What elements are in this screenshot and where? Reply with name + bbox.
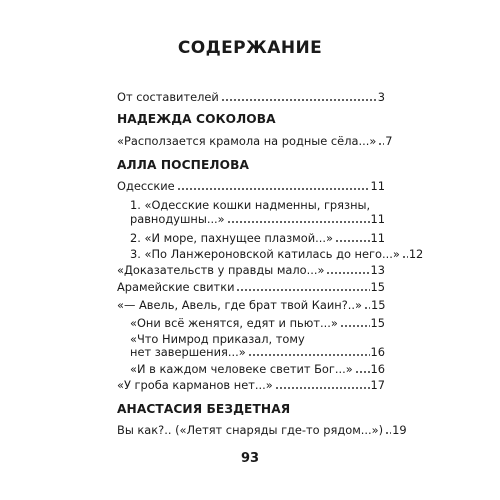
toc-entry (117, 90, 385, 104)
dot-leader (248, 353, 370, 357)
toc-page-number: 12 (408, 247, 424, 261)
toc-page-number: 11 (370, 231, 385, 245)
toc-page-number: 13 (370, 263, 385, 277)
dot-leader (177, 187, 370, 191)
page-number: 93 (240, 451, 260, 466)
toc-entry-title: Вы как?.. («Летят снаряды где-то рядом...») (117, 423, 384, 437)
toc-entry (130, 212, 385, 226)
toc-entry-title: От составителей (117, 90, 219, 104)
toc-entry (117, 423, 407, 437)
toc-entry (130, 247, 424, 261)
dot-leader (227, 220, 370, 224)
toc-entry-title: «— Авель, Авель, где брат твой Каин?..» (117, 298, 362, 312)
toc-page-number: 11 (370, 179, 385, 193)
dot-leader (355, 370, 370, 374)
dot-leader (326, 271, 369, 275)
toc-page-number: 7 (385, 134, 393, 148)
toc-page-number: 15 (370, 280, 385, 294)
toc-page-number: 3 (377, 90, 385, 104)
dot-leader (236, 288, 369, 292)
dot-leader (335, 239, 370, 243)
toc-page-number: 11 (370, 212, 385, 226)
toc-entry (130, 345, 385, 359)
toc-entry-title-line: «Что Нимрод приказал, тому (130, 332, 305, 346)
toc-page-number: 15 (370, 298, 386, 312)
toc-entry (117, 280, 385, 294)
toc-entry (117, 378, 385, 392)
toc-entry-title: нет завершения...» (130, 345, 246, 359)
toc-entry-title: «И в каждом человеке светит Бог...» (130, 362, 353, 376)
author-heading: АЛЛА ПОСПЕЛОВА (117, 158, 249, 172)
dot-leader (385, 431, 391, 435)
toc-entry (130, 316, 385, 330)
dot-leader (275, 386, 370, 390)
dot-leader (221, 98, 377, 102)
toc-page-number: 16 (370, 362, 385, 376)
dot-leader (364, 306, 370, 310)
toc-entry (117, 179, 385, 193)
toc-entry (117, 263, 385, 277)
toc-entry (117, 134, 393, 148)
toc-entry-title: равнодушны...» (130, 212, 225, 226)
dot-leader (340, 324, 370, 328)
toc-entry (130, 231, 385, 245)
toc-entry-title: «Они всё женятся, едят и пьют...» (130, 316, 338, 330)
toc-entry-title: 3. «По Ланжероновской катилась до него...» (130, 247, 400, 261)
toc-entry-title: Одесские (117, 179, 175, 193)
toc-entry (117, 298, 385, 312)
toc-entry-title: «Расползается крамола на родные сёла...» (117, 134, 377, 148)
toc-entry-title-line: 1. «Одесские кошки надменны, грязны, (130, 198, 371, 212)
page-title: СОДЕРЖАНИЕ (177, 38, 323, 58)
toc-entry-title: Арамейские свитки (117, 280, 235, 294)
author-heading: НАДЕЖДА СОКОЛОВА (117, 112, 276, 126)
author-heading: АНАСТАСИЯ БЕЗДЕТНАЯ (117, 402, 291, 416)
dot-leader (378, 142, 384, 146)
toc-entry-title: 2. «И море, пахнущее плазмой...» (130, 231, 333, 245)
toc-page-number: 15 (370, 316, 385, 330)
dot-leader (402, 255, 408, 259)
toc-page-number: 17 (370, 378, 385, 392)
toc-entry (130, 362, 385, 376)
toc-entry-title: «Доказательств у правды мало...» (117, 263, 325, 277)
toc-entry-title: «У гроба карманов нет...» (117, 378, 273, 392)
toc-page-number: 19 (392, 423, 407, 437)
toc-page-number: 16 (370, 345, 385, 359)
